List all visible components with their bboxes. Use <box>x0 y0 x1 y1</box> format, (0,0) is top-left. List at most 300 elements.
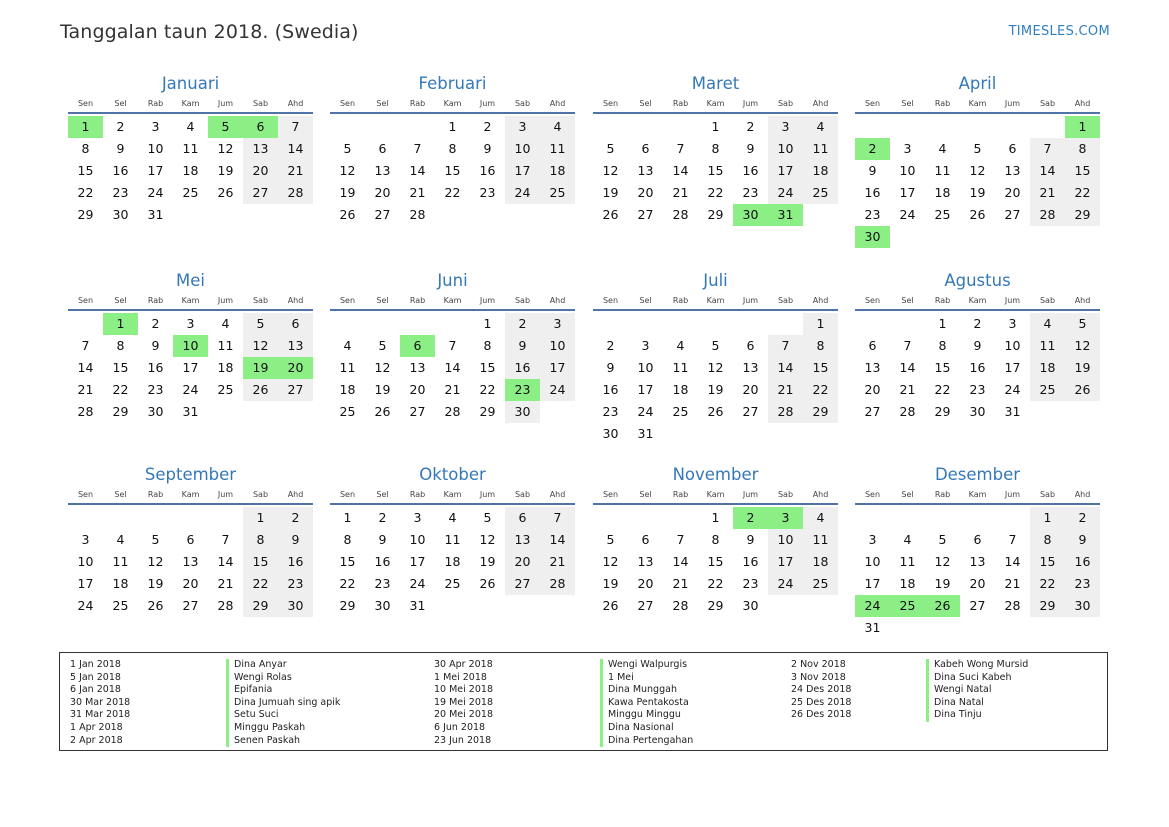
weekday-label: Rab <box>147 296 164 305</box>
holiday-name: Dina Nasional <box>600 722 693 735</box>
holiday-name: 1 Mei <box>600 672 693 685</box>
day-cell: 7 <box>540 507 575 529</box>
holiday-day-cell: 24 <box>855 595 890 617</box>
day-cell: 23 <box>374 576 391 591</box>
day-cell: 17 <box>182 360 199 375</box>
month-agustus <box>855 270 1100 445</box>
day-cell: 22 <box>112 382 129 397</box>
day-cell: 3 <box>186 316 195 331</box>
day-cell: 4 <box>116 532 125 547</box>
day-cell: 2 <box>973 316 982 331</box>
day-cell: 2 <box>378 510 387 525</box>
day-cell: 9 <box>746 532 755 547</box>
day-cell: 10 <box>540 335 575 357</box>
weekday-label: Kam <box>443 296 462 305</box>
day-cell: 2 <box>746 119 755 134</box>
day-cell: 7 <box>903 338 912 353</box>
day-cell: 8 <box>448 141 457 156</box>
day-cell: 27 <box>637 598 654 613</box>
weekday-label: Sen <box>864 99 881 108</box>
day-cell: 4 <box>1030 313 1065 335</box>
day-cell: 28 <box>1004 598 1021 613</box>
day-cell: 11 <box>444 532 461 547</box>
weekday-header <box>855 488 1100 505</box>
day-cell: 21 <box>899 382 916 397</box>
weekday-label: Sen <box>339 490 356 499</box>
day-cell: 24 <box>768 573 803 595</box>
day-cell: 15 <box>1065 160 1100 182</box>
month-oktober <box>330 464 575 639</box>
day-cell: 16 <box>602 382 619 397</box>
day-cell: 10 <box>77 554 94 569</box>
holiday-day-cell: 2 <box>733 507 768 529</box>
legend-dates-column <box>434 659 493 747</box>
month-title: Desember <box>934 465 1021 484</box>
holiday-name: Epifania <box>226 684 340 697</box>
day-cell: 4 <box>343 338 352 353</box>
day-cell: 15 <box>707 163 724 178</box>
day-cell: 7 <box>413 141 422 156</box>
day-cell: 15 <box>77 163 94 178</box>
day-cell: 2 <box>278 507 313 529</box>
legend-names-column <box>226 659 340 747</box>
day-cell: 27 <box>278 379 313 401</box>
day-cell: 6 <box>641 141 650 156</box>
day-cell: 29 <box>112 404 129 419</box>
weekday-label: Ahd <box>1074 490 1091 499</box>
day-cell: 29 <box>77 207 94 222</box>
day-cell: 23 <box>742 185 759 200</box>
holiday-day-cell: 5 <box>208 116 243 138</box>
day-cell: 14 <box>278 138 313 160</box>
day-cell: 17 <box>864 576 881 591</box>
day-cell: 31 <box>864 620 881 635</box>
day-cell: 11 <box>182 141 199 156</box>
day-cell: 18 <box>444 554 461 569</box>
day-cell: 22 <box>803 379 838 401</box>
day-cell: 26 <box>1065 379 1100 401</box>
day-cell: 13 <box>243 138 278 160</box>
day-cell: 14 <box>444 360 461 375</box>
day-cell: 30 <box>374 598 391 613</box>
holiday-name: Dina Tinju <box>926 709 1028 722</box>
day-cell: 26 <box>147 598 164 613</box>
holiday-name: Wengi Natal <box>926 684 1028 697</box>
month-desember <box>855 464 1100 639</box>
weekday-label: Sen <box>602 490 619 499</box>
day-grid <box>68 507 313 639</box>
day-cell: 17 <box>768 551 803 573</box>
weekday-label: Sab <box>777 99 794 108</box>
day-cell: 11 <box>672 360 689 375</box>
day-cell: 31 <box>147 207 164 222</box>
day-cell: 20 <box>374 185 391 200</box>
day-cell: 30 <box>602 426 619 441</box>
holiday-day-cell: 1 <box>68 116 103 138</box>
day-cell: 6 <box>868 338 877 353</box>
day-cell: 24 <box>77 598 94 613</box>
day-cell: 3 <box>868 532 877 547</box>
day-cell: 21 <box>540 551 575 573</box>
weekday-label: Sel <box>114 296 127 305</box>
holiday-date: 25 Des 2018 <box>791 696 852 708</box>
day-cell: 22 <box>934 382 951 397</box>
month-title: Juli <box>703 271 728 290</box>
day-cell: 20 <box>1004 185 1021 200</box>
day-cell: 2 <box>483 119 492 134</box>
day-cell: 17 <box>637 382 654 397</box>
day-cell: 6 <box>746 338 755 353</box>
month-juli <box>593 270 838 445</box>
holiday-date: 1 Mei 2018 <box>434 671 487 683</box>
day-cell: 24 <box>1004 382 1021 397</box>
day-cell: 7 <box>768 335 803 357</box>
day-cell: 29 <box>1065 204 1100 226</box>
holiday-name: Dina Anyar <box>226 659 340 672</box>
day-cell: 8 <box>343 532 352 547</box>
day-cell: 4 <box>186 119 195 134</box>
day-cell: 16 <box>479 163 496 178</box>
day-cell: 8 <box>938 338 947 353</box>
day-cell: 30 <box>1065 595 1100 617</box>
day-cell: 16 <box>505 357 540 379</box>
weekday-label: Jum <box>1004 490 1021 499</box>
day-cell: 8 <box>483 338 492 353</box>
holiday-name: Wengi Rolas <box>226 672 340 685</box>
day-cell: 16 <box>969 360 986 375</box>
day-cell: 14 <box>899 360 916 375</box>
day-cell: 24 <box>768 182 803 204</box>
holiday-date: 19 Mei 2018 <box>434 696 493 708</box>
weekday-label: Jum <box>1004 99 1021 108</box>
day-cell: 28 <box>540 573 575 595</box>
day-cell: 16 <box>112 163 129 178</box>
holiday-date: 26 Des 2018 <box>791 709 852 721</box>
day-cell: 1 <box>938 316 947 331</box>
day-cell: 25 <box>444 576 461 591</box>
holiday-day-cell: 23 <box>505 379 540 401</box>
day-cell: 1 <box>711 119 720 134</box>
day-cell: 9 <box>868 163 877 178</box>
day-cell: 5 <box>606 532 615 547</box>
day-cell: 18 <box>540 160 575 182</box>
holiday-name: Kawa Pentakosta <box>600 697 693 710</box>
day-grid <box>68 313 313 445</box>
holiday-date: 24 Des 2018 <box>791 684 852 696</box>
day-cell: 14 <box>672 163 689 178</box>
weekday-label: Ahd <box>812 99 829 108</box>
day-cell: 20 <box>409 382 426 397</box>
day-cell: 5 <box>343 141 352 156</box>
weekday-label: Kam <box>968 296 987 305</box>
day-grid <box>330 313 575 445</box>
weekday-label: Jum <box>479 490 496 499</box>
day-cell: 7 <box>278 116 313 138</box>
day-cell: 22 <box>243 573 278 595</box>
holiday-date: 2 Nov 2018 <box>791 659 846 670</box>
holiday-name: Senen Paskah <box>226 735 340 748</box>
holiday-date: 30 Mar 2018 <box>70 696 131 708</box>
weekday-header <box>593 488 838 505</box>
weekday-header <box>593 294 838 311</box>
day-cell: 11 <box>899 554 916 569</box>
weekday-label: Jum <box>217 296 234 305</box>
day-cell: 23 <box>1065 573 1100 595</box>
day-cell: 18 <box>217 360 234 375</box>
weekday-label: Ahd <box>549 296 566 305</box>
day-cell: 8 <box>116 338 125 353</box>
day-cell: 3 <box>81 532 90 547</box>
weekday-label: Sen <box>77 99 94 108</box>
day-cell: 19 <box>969 185 986 200</box>
day-cell: 9 <box>746 141 755 156</box>
day-cell: 14 <box>768 357 803 379</box>
day-cell: 18 <box>672 382 689 397</box>
day-cell: 1 <box>803 313 838 335</box>
day-cell: 12 <box>243 335 278 357</box>
holiday-name: Minggu Paskah <box>226 722 340 735</box>
day-cell: 5 <box>243 313 278 335</box>
day-cell: 26 <box>707 404 724 419</box>
day-cell: 6 <box>278 313 313 335</box>
day-cell: 6 <box>1008 141 1017 156</box>
day-cell: 7 <box>448 338 457 353</box>
weekday-label: Rab <box>672 490 689 499</box>
day-cell: 5 <box>1065 313 1100 335</box>
day-cell: 24 <box>147 185 164 200</box>
day-cell: 16 <box>1065 551 1100 573</box>
day-cell: 19 <box>479 554 496 569</box>
day-cell: 2 <box>116 119 125 134</box>
day-cell: 13 <box>1004 163 1021 178</box>
weekday-label: Ahd <box>1074 99 1091 108</box>
holiday-date: 3 Nov 2018 <box>791 671 846 683</box>
day-cell: 21 <box>77 382 94 397</box>
day-cell: 18 <box>899 576 916 591</box>
day-cell: 27 <box>864 404 881 419</box>
day-cell: 17 <box>540 357 575 379</box>
weekday-header <box>330 294 575 311</box>
day-cell: 11 <box>339 360 356 375</box>
day-cell: 2 <box>151 316 160 331</box>
weekday-label: Sen <box>339 99 356 108</box>
day-cell: 4 <box>803 507 838 529</box>
day-cell: 10 <box>768 138 803 160</box>
weekday-header <box>855 294 1100 311</box>
weekday-label: Jum <box>742 296 759 305</box>
day-cell: 13 <box>637 163 654 178</box>
day-cell: 25 <box>1030 379 1065 401</box>
day-cell: 31 <box>1004 404 1021 419</box>
day-cell: 9 <box>151 338 160 353</box>
day-cell: 7 <box>1030 138 1065 160</box>
day-cell: 25 <box>803 573 838 595</box>
day-cell: 21 <box>768 379 803 401</box>
day-cell: 12 <box>479 532 496 547</box>
day-cell: 28 <box>768 401 803 423</box>
weekday-label: Ahd <box>812 296 829 305</box>
weekday-label: Jum <box>479 99 496 108</box>
weekday-label: Rab <box>147 99 164 108</box>
weekday-label: Jum <box>1004 296 1021 305</box>
page-title: Tanggalan taun 2018. (Swedia) <box>60 21 359 43</box>
weekday-label: Sen <box>602 99 619 108</box>
weekday-label: Jum <box>742 99 759 108</box>
day-cell: 23 <box>112 185 129 200</box>
holiday-day-cell: 25 <box>890 595 925 617</box>
day-cell: 23 <box>278 573 313 595</box>
weekday-label: Ahd <box>1074 296 1091 305</box>
day-cell: 10 <box>147 141 164 156</box>
day-cell: 1 <box>1030 507 1065 529</box>
month-februari <box>330 73 575 248</box>
month-title: Agustus <box>944 271 1011 290</box>
day-cell: 22 <box>339 576 356 591</box>
day-cell: 4 <box>540 116 575 138</box>
holiday-name: Dina Jumuah sing apik <box>226 697 340 710</box>
day-cell: 14 <box>409 163 426 178</box>
day-cell: 28 <box>672 207 689 222</box>
day-cell: 13 <box>505 529 540 551</box>
day-cell: 8 <box>803 335 838 357</box>
day-cell: 26 <box>602 598 619 613</box>
weekday-label: Sel <box>639 99 652 108</box>
weekday-label: Ahd <box>549 99 566 108</box>
holiday-date: 31 Mar 2018 <box>70 709 131 721</box>
day-cell: 1 <box>343 510 352 525</box>
day-cell: 20 <box>742 382 759 397</box>
legend-dates-column <box>70 659 130 747</box>
day-cell: 27 <box>637 207 654 222</box>
day-cell: 3 <box>413 510 422 525</box>
day-cell: 27 <box>969 598 986 613</box>
holiday-date: 23 Jun 2018 <box>434 734 492 746</box>
day-cell: 4 <box>448 510 457 525</box>
month-title: April <box>958 74 997 93</box>
weekday-label: Sen <box>864 490 881 499</box>
day-cell: 15 <box>339 554 356 569</box>
weekday-label: Sab <box>514 99 531 108</box>
day-cell: 10 <box>899 163 916 178</box>
day-cell: 9 <box>483 141 492 156</box>
day-cell: 9 <box>1065 529 1100 551</box>
holiday-day-cell: 30 <box>733 204 768 226</box>
day-cell: 10 <box>864 554 881 569</box>
day-cell: 2 <box>606 338 615 353</box>
month-juni <box>330 270 575 445</box>
day-cell: 26 <box>374 404 391 419</box>
day-cell: 23 <box>864 207 881 222</box>
holiday-date: 2 Apr 2018 <box>70 734 123 746</box>
day-cell: 24 <box>540 379 575 401</box>
weekday-label: Rab <box>672 99 689 108</box>
day-cell: 25 <box>217 382 234 397</box>
day-cell: 19 <box>147 576 164 591</box>
day-cell: 8 <box>1065 138 1100 160</box>
day-cell: 20 <box>505 551 540 573</box>
day-cell: 4 <box>903 532 912 547</box>
day-cell: 30 <box>505 401 540 423</box>
day-cell: 11 <box>217 338 234 353</box>
weekday-label: Rab <box>934 99 951 108</box>
day-cell: 15 <box>243 551 278 573</box>
weekday-label: Sel <box>376 99 389 108</box>
weekday-label: Jum <box>217 99 234 108</box>
day-cell: 9 <box>505 335 540 357</box>
day-cell: 19 <box>1065 357 1100 379</box>
brand-link[interactable]: TIMESLES.COM <box>1008 24 1110 39</box>
day-cell: 12 <box>147 554 164 569</box>
day-cell: 20 <box>637 576 654 591</box>
weekday-header <box>330 97 575 114</box>
day-cell: 16 <box>278 551 313 573</box>
day-cell: 28 <box>444 404 461 419</box>
day-cell: 12 <box>339 163 356 178</box>
day-cell: 11 <box>934 163 951 178</box>
weekday-header <box>855 97 1100 114</box>
day-cell: 8 <box>711 141 720 156</box>
weekday-label: Sab <box>252 296 269 305</box>
holiday-day-cell: 10 <box>173 335 208 357</box>
day-cell: 20 <box>182 576 199 591</box>
day-cell: 17 <box>409 554 426 569</box>
day-cell: 23 <box>742 576 759 591</box>
day-cell: 21 <box>444 382 461 397</box>
day-grid <box>855 507 1100 639</box>
day-cell: 4 <box>938 141 947 156</box>
holiday-name: Dina Munggah <box>600 684 693 697</box>
holiday-day-cell: 6 <box>243 116 278 138</box>
day-cell: 7 <box>676 532 685 547</box>
day-cell: 14 <box>1004 554 1021 569</box>
day-cell: 30 <box>969 404 986 419</box>
day-cell: 9 <box>973 338 982 353</box>
day-grid <box>593 507 838 639</box>
day-cell: 31 <box>637 426 654 441</box>
weekday-label: Rab <box>147 490 164 499</box>
day-cell: 21 <box>672 576 689 591</box>
weekday-label: Ahd <box>549 490 566 499</box>
holiday-date: 1 Jan 2018 <box>70 659 121 670</box>
day-cell: 3 <box>641 338 650 353</box>
day-cell: 20 <box>969 576 986 591</box>
day-cell: 28 <box>217 598 234 613</box>
day-cell: 24 <box>505 182 540 204</box>
day-cell: 5 <box>973 141 982 156</box>
day-cell: 25 <box>540 182 575 204</box>
day-cell: 19 <box>707 382 724 397</box>
day-cell: 28 <box>278 182 313 204</box>
weekday-label: Sel <box>639 490 652 499</box>
weekday-label: Sab <box>1039 296 1056 305</box>
day-cell: 17 <box>899 185 916 200</box>
month-title: November <box>672 465 759 484</box>
day-cell: 7 <box>676 141 685 156</box>
day-grid <box>855 313 1100 445</box>
day-cell: 28 <box>672 598 689 613</box>
day-cell: 12 <box>602 554 619 569</box>
day-cell: 28 <box>1030 204 1065 226</box>
day-cell: 9 <box>116 141 125 156</box>
day-cell: 3 <box>903 141 912 156</box>
day-cell: 1 <box>711 510 720 525</box>
weekday-header <box>330 488 575 505</box>
day-cell: 25 <box>182 185 199 200</box>
day-cell: 7 <box>1008 532 1017 547</box>
weekday-label: Rab <box>934 296 951 305</box>
day-cell: 21 <box>409 185 426 200</box>
day-cell: 22 <box>707 185 724 200</box>
